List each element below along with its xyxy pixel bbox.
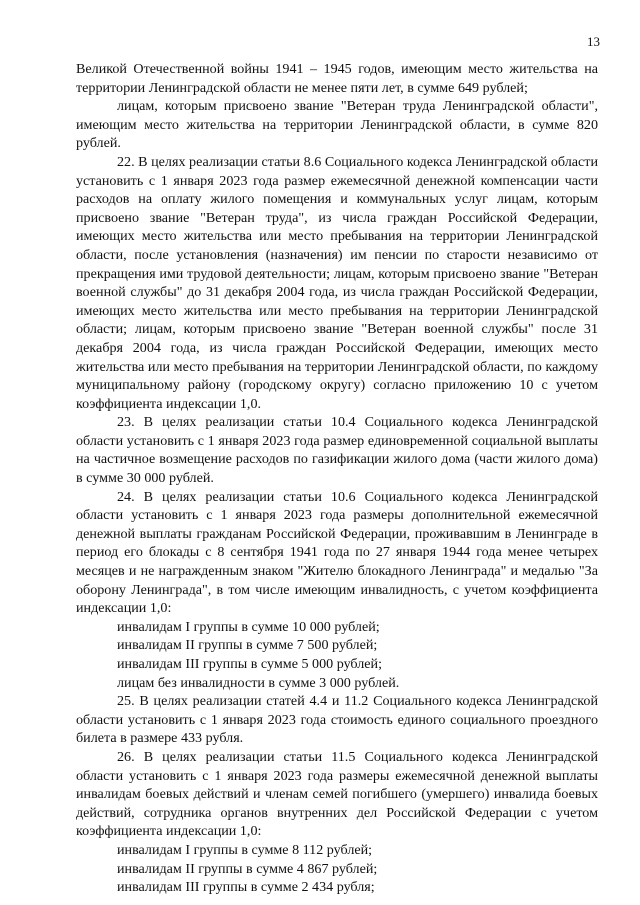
- paragraph: лицам, которым присвоено звание "Ветеран труда Ленинградской области", имеющим место жительства на территории Ленинградской области, в сумме 820 рублей.: [76, 98, 598, 152]
- continued-paragraph: Великой Отечественной войны 1941 – 1945 годов, имеющим место жительства на территории Ленинградской области не менее пяти лет, в сумме 649 рублей;: [76, 61, 598, 96]
- list-item: инвалидам II группы в сумме 4 867 рублей;: [117, 860, 378, 877]
- list-item: лицам без инвалидности в сумме 3 000 рублей.: [117, 674, 400, 691]
- paragraph: 22. В целях реализации статьи 8.6 Социального кодекса Ленинградской области установить с 1 января 2023 года размер ежемесячной денежной компенсации части расходов на оплату жилого помещения и коммунальных услуг лицам, которым присвоено звание "Ветеран труда", из числа граждан Российской Федерации, имеющих место жительства или место пребывания на территории Ленинградской области, после установления (назначения) им пенсии по старости независимо от прекращения ими трудовой деятельности; лицам, которым присвоено звание "Ветеран военной службы" до 31 декабря 2004 года, из числа граждан Российской Федерации, имеющих место жительства или место пребывания на территории Ленинградской области; лицам, которым присвоено звание "Ветеран военной службы" после 31 декабря 2004 года, из числа граждан Российской Федерации, имеющих место жительства или место пребывания на территории Ленинградской области, по каждому муниципальному району (городскому округу) согласно приложению 10 с учетом коэффициента индексации 1,0.: [76, 153, 598, 412]
- document-body: [76, 60, 598, 897]
- list-item: инвалидам I группы в сумме 8 112 рублей;: [117, 841, 373, 858]
- list-item: инвалидам II группы в сумме 7 500 рублей;: [117, 637, 378, 654]
- page-number: 13: [587, 34, 600, 49]
- paragraph: 23. В целях реализации статьи 10.4 Социального кодекса Ленинградской области установить с 1 января 2023 года размер единовременной социальной выплаты на частичное возмещение расходов по газификации жилого дома (части жилого дома) в сумме 30 000 рублей.: [76, 414, 598, 487]
- list-item: инвалидам I группы в сумме 10 000 рублей;: [117, 618, 380, 635]
- list-item: инвалидам III группы в сумме 2 434 рубля;: [117, 879, 375, 896]
- list-item: инвалидам III группы в сумме 5 000 рублей;: [117, 656, 382, 672]
- paragraph: 25. В целях реализации статей 4.4 и 11.2 Социального кодекса Ленинградской области установить с 1 января 2023 года стоимость единого социального проездного билета в размере 433 рубля.: [76, 693, 598, 747]
- paragraph: 24. В целях реализации статьи 10.6 Социального кодекса Ленинградской области установить с 1 января 2023 года размеры дополнительной ежемесячной денежной выплаты гражданам Российской Федерации, проживавшим в Ленинграде в период его блокады с 8 сентября 1941 года по 27 января 1944 года менее четырех месяцев и не награжденным знаком "Жителю блокадного Ленинграда" и медалью "За оборону Ленинграда", в том числе имеющим инвалидность, с учетом коэффициента индексации 1,0:: [76, 488, 598, 617]
- paragraph: 26. В целях реализации статьи 11.5 Социального кодекса Ленинградской области установить с 1 января 2023 года размеры ежемесячной денежной выплаты инвалидам боевых действий и членам семей погибшего (умершего) инвалида боевых действий, сотрудника органов внутренних дел Российской Федерации с учетом коэффициента индексации 1,0:: [76, 748, 598, 840]
